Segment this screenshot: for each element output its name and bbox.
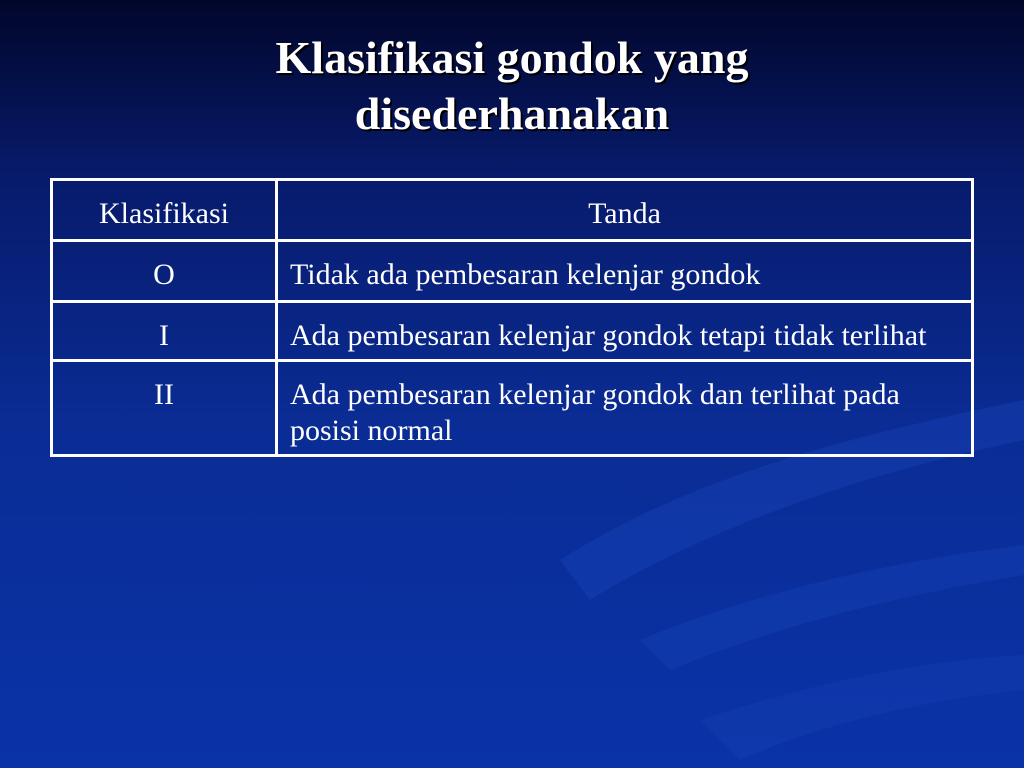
cell-klasifikasi: I bbox=[52, 302, 277, 361]
slide-title bbox=[0, 30, 1024, 142]
slide-title-line-1: Klasifikasi gondok yang bbox=[275, 32, 749, 83]
cell-klasifikasi: II bbox=[52, 361, 277, 456]
cell-tanda: Tidak ada pembesaran kelenjar gondok bbox=[277, 241, 973, 302]
table-header-row bbox=[52, 180, 973, 241]
classification-table bbox=[50, 178, 974, 457]
cell-klasifikasi: O bbox=[52, 241, 277, 302]
classification-table-container bbox=[50, 178, 974, 457]
slide-title-line-2: disederhanakan bbox=[354, 88, 670, 139]
cell-tanda: Ada pembesaran kelenjar gondok tetapi tidak terlihat bbox=[277, 302, 973, 361]
table-row bbox=[52, 302, 973, 361]
header-klasifikasi: Klasifikasi bbox=[52, 180, 277, 241]
table-row bbox=[52, 361, 973, 456]
cell-tanda: Ada pembesaran kelenjar gondok dan terlihat pada posisi normal bbox=[277, 361, 973, 456]
header-tanda: Tanda bbox=[277, 180, 973, 241]
table-row bbox=[52, 241, 973, 302]
